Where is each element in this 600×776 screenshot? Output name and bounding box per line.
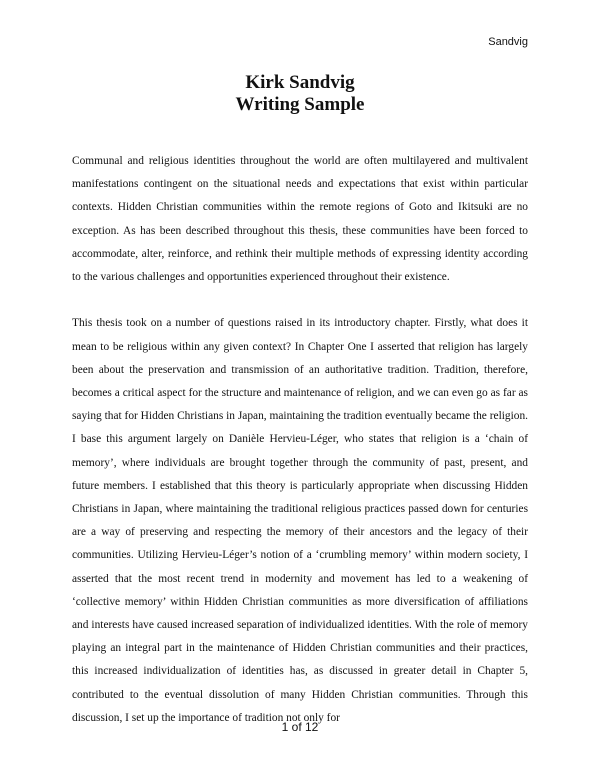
document-title	[0, 72, 600, 116]
title-author-name: Kirk Sandvig	[245, 72, 355, 93]
paragraph-2: This thesis took on a number of questions raised in its introductory chapter. Firstly, what does it mean to be religious within any given context? In Chapter One I asserted that religion has largely been about the preservation and transmission of an authoritative tradition. Tradition, therefore, becomes a critical aspect for the structure and maintenance of religion, and we can even go as far as saying that for Hidden Christians in Japan, maintaining the tradition eventually became the religion. I base this argument largely on Danièle Hervieu-Léger, who states that religion is a ‘chain of memory’, where individuals are brought together through the community of past, present, and future members. I established that this theory is particularly appropriate when discussing Hidden Christians in Japan, where maintaining the traditional religious practices passed down for centuries are a way of preserving and respecting the memory of their ancestors and the legacy of their communities. Utilizing Hervieu-Léger’s notion of a ‘crumbling memory’ within modern society, I asserted that the most recent trend in modernity and movement has led to a weakening of ‘collective memory’ within Hidden Christian communities as more diversification of affiliations and interests have caused increased separation of individualized identities. With the role of memory playing an integral part in the maintenance of Hidden Christian communities and their practices, this increased individualization of identities has, as discussed in greater detail in Chapter 5, contributed to the eventual dissolution of many Hidden Christian communities. Through this discussion, I set up the importance of tradition not only for	[72, 317, 528, 724]
running-header-author: Sandvig	[488, 36, 528, 48]
title-subtitle: Writing Sample	[235, 94, 365, 115]
page-number: 1 of 12	[281, 720, 319, 734]
paragraph-1: Communal and religious identities throughout the world are often multilayered and multivalent manifestations contingent on the situational needs and expectations that exist within particular contexts. Hidden Christian communities within the remote regions of Goto and Ikitsuki are no exception. As has been described throughout this thesis, these communities have been forced to accommodate, alter, reinforce, and rethink their multiple methods of expressing identity according to the various challenges and opportunities experienced throughout their existence.	[72, 155, 528, 284]
body-text	[72, 150, 528, 753]
